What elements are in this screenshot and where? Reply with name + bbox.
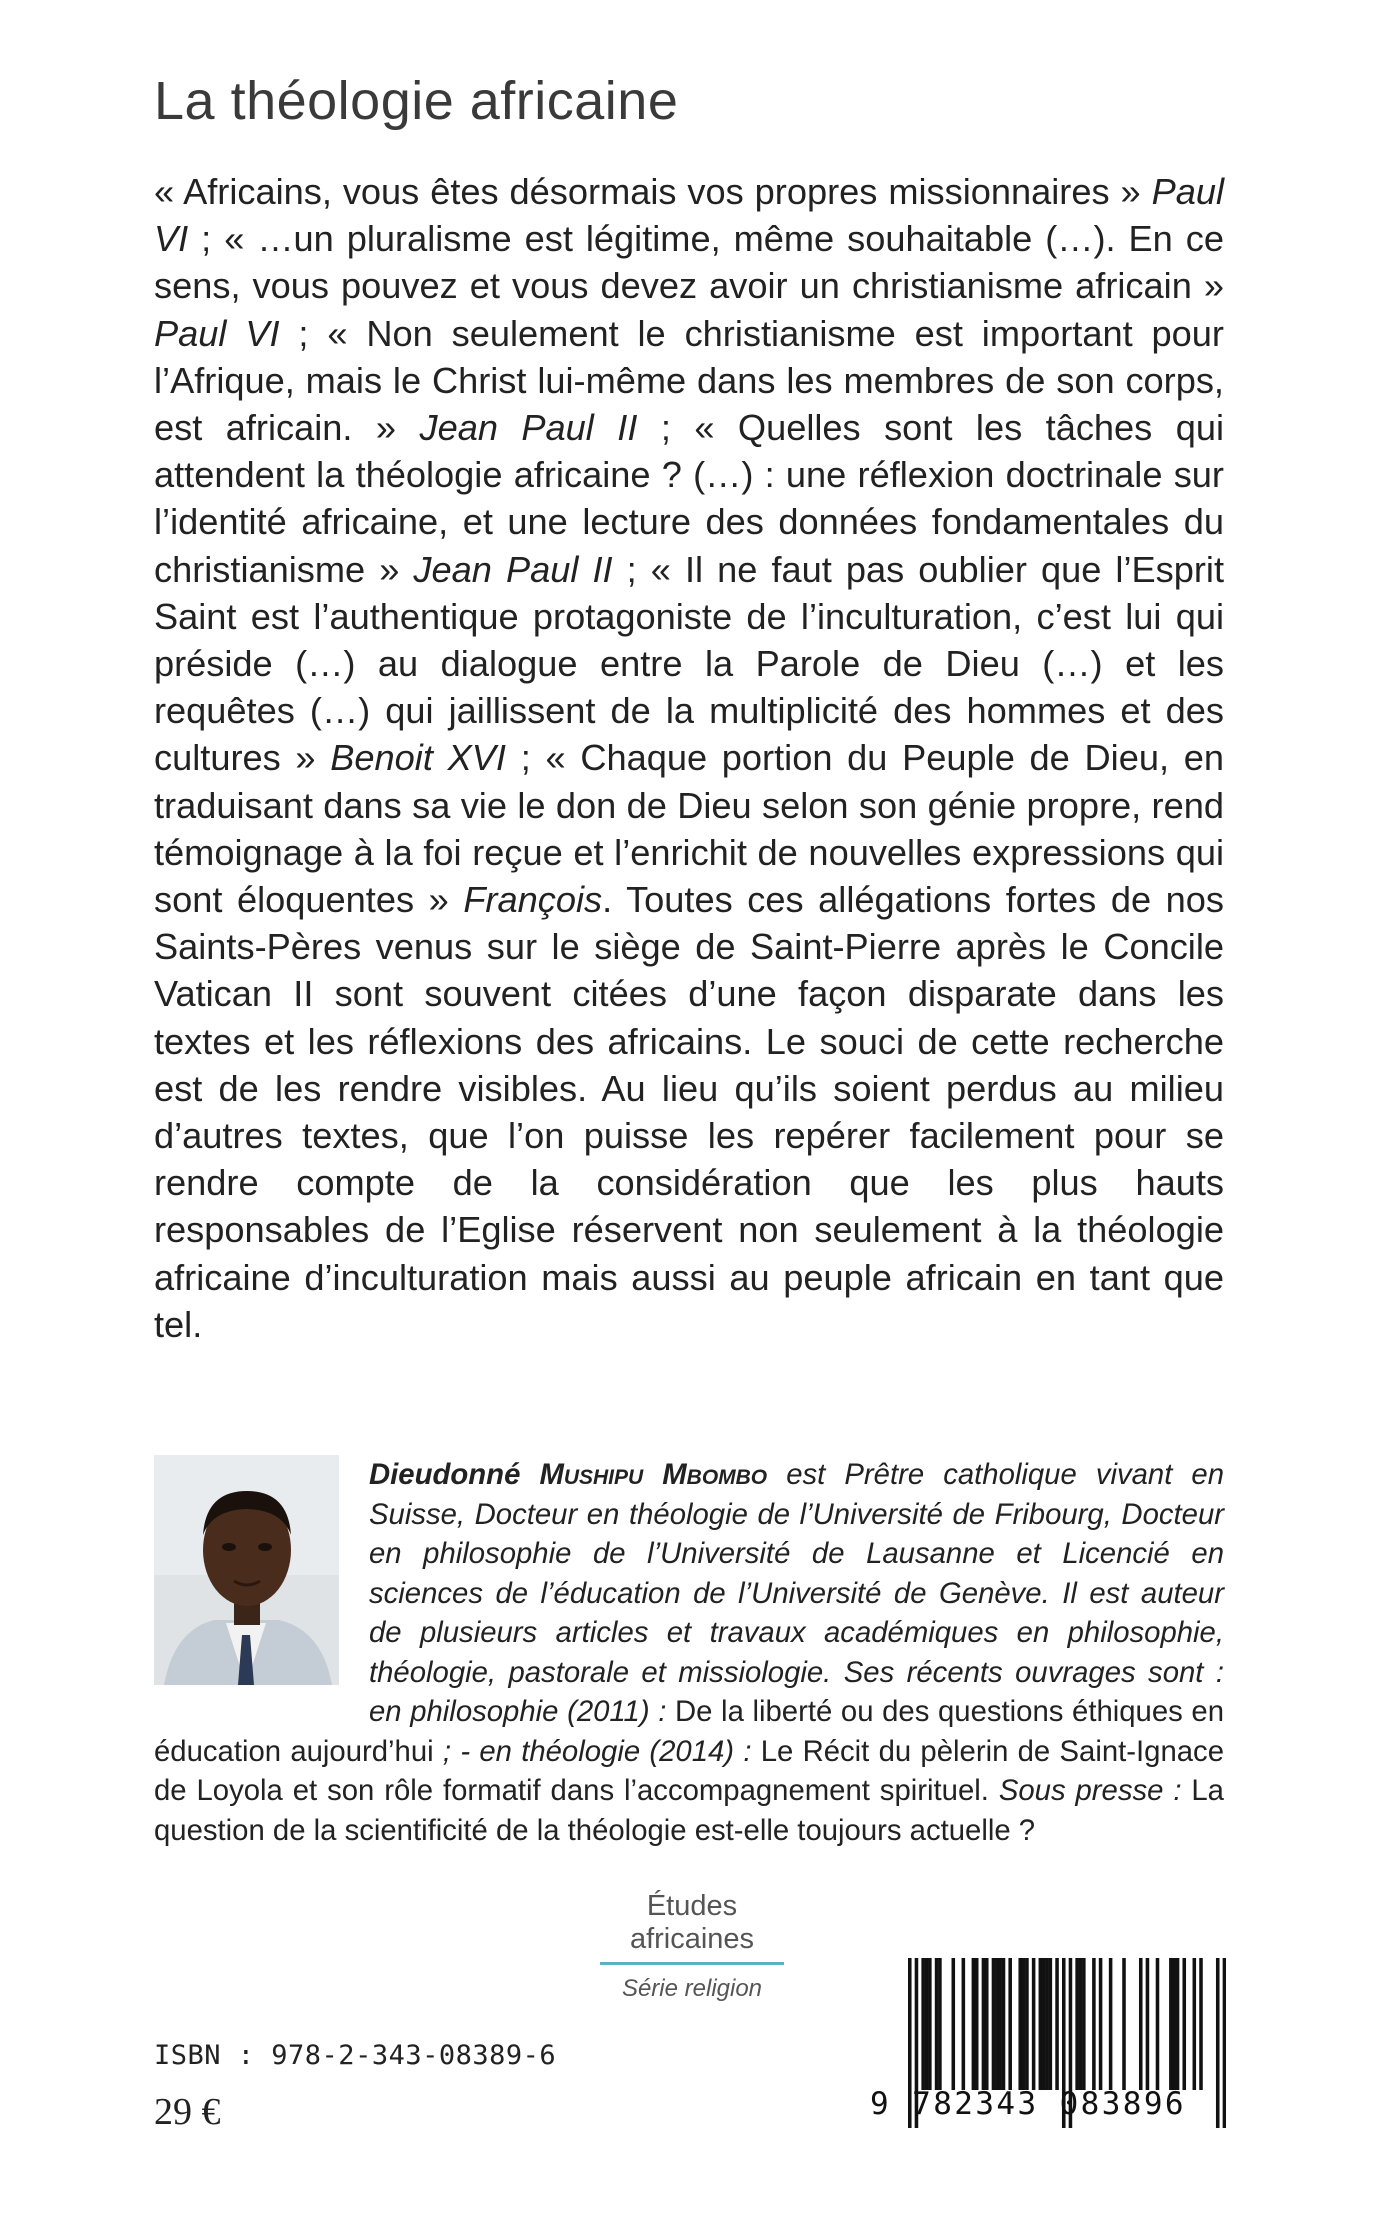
barcode-bar <box>962 1958 966 2090</box>
blurb-text: ; « Il ne faut pas oublier que l’Esprit Saint est l’authentique protagoniste de l’inculturation, c’est lui qui préside (…) au dialogue entre la Parole de Dieu (…) et les requêtes (…) qui jaillissent de la multiplicité des hommes et des cultures » <box>154 548 1225 779</box>
barcode-bar <box>1109 1958 1113 2090</box>
back-cover-blurb <box>154 168 1224 1348</box>
barcode-bar <box>1146 1958 1150 2090</box>
barcode-bar <box>1079 1958 1083 2090</box>
barcode-bar <box>1172 1958 1176 2090</box>
barcode-bar <box>1055 1958 1059 2090</box>
barcode-digits: 9 782343 083896 <box>870 2086 1186 2122</box>
barcode-bar <box>998 1958 1002 2090</box>
book-title-reference: De la liberté ou des questions éthiques en éducation aujourd’hui <box>154 1695 1224 1768</box>
barcode-bar <box>1049 1958 1053 2090</box>
book-title-reference: Le Récit du pèlerin de Saint-Ignace de Loyola et son rôle formatif dans l’accompagnement spirituel. <box>154 1734 1224 1807</box>
blurb-text: ; « Non seulement le christianisme est important pour l’Afrique, mais le Christ lui-même dans les membres de son corps, est africain. » <box>154 312 1224 449</box>
barcode-bar <box>1022 1958 1026 2090</box>
author-photo <box>154 1455 339 1685</box>
isbn: ISBN : 978-2-343-08389-6 <box>154 2040 557 2071</box>
quote-attribution: Paul VI <box>154 171 1224 260</box>
barcode-bar <box>925 1958 929 2090</box>
quote-attribution: Jean Paul II <box>419 407 638 449</box>
blurb-text: ; « Chaque portion du Peuple de Dieu, en traduisant dans sa vie le don de Dieu selon son génie propre, rend témoignage à la foi reçue et l’enrichit de nouvelles expressions qui sont éloquentes » <box>154 737 1224 921</box>
barcode-bar <box>938 1958 942 2090</box>
barcode-bar <box>1193 1958 1197 2090</box>
barcode-bar <box>928 1958 932 2090</box>
author-last-name: Mushipu Mbombo <box>539 1458 768 1491</box>
barcode-bar <box>1082 1958 1086 2090</box>
author-name <box>369 1458 767 1491</box>
barcode-bar <box>1045 1958 1049 2090</box>
author-first-name: Dieudonné <box>369 1458 521 1491</box>
price: 29 € <box>154 2091 221 2133</box>
barcode-bar <box>1182 1958 1186 2090</box>
barcode-bar <box>935 1958 939 2090</box>
blurb-text: ; « Quelles sont les tâches qui attendent la théologie africaine ? (…) : une réflexion doctrinale sur l’identité africaine, et une lecture des données fondamentales du christianisme » <box>154 407 1224 590</box>
barcode-bar <box>985 1958 989 2090</box>
quote-attribution: Jean Paul II <box>413 548 613 590</box>
bio-text: ; - en théologie (2014) : <box>433 1734 752 1768</box>
barcode-bar <box>1176 1958 1180 2090</box>
barcode-bar <box>1156 1958 1160 2090</box>
barcode-bar <box>1008 1958 1012 2090</box>
blurb-text: ; « …un pluralisme est légitime, même souhaitable (…). En ce sens, vous pouvez et vous devez avoir un christianisme africain » <box>154 218 1224 307</box>
collection-name: Études africaines <box>629 1890 755 1955</box>
quote-attribution: François <box>463 879 603 921</box>
barcode-bar <box>1002 1958 1006 2090</box>
barcode-bar <box>1169 1958 1173 2090</box>
barcode-bar <box>1139 1958 1143 2090</box>
collection-logo <box>592 1890 792 2003</box>
author-section <box>154 1455 1224 1850</box>
barcode-bar <box>1025 1958 1029 2090</box>
barcode-bar <box>952 1958 956 2090</box>
blurb-text: « Africains, vous êtes désormais vos propres missionnaires » <box>154 171 1152 212</box>
barcode-bar <box>1042 1958 1046 2090</box>
book-title: La théologie africaine <box>154 71 679 131</box>
bio-text: est Prêtre catholique vivant en Suisse, Docteur en théologie de l’Université de Fribourg, Docteur en philosophie de l’Université de Lausanne et Licencié en sciences de l’éducation de l’Université de Genève. Il est auteur de plusieurs articles et travaux académiques en philosophie, théologie, pastorale et missiologie. Ses récents ouvrages sont : en philosophie (2011) : <box>369 1458 1225 1728</box>
barcode-bar <box>1032 1958 1036 2090</box>
barcode-bar <box>1018 1958 1022 2090</box>
bio-text: Sous presse : <box>988 1774 1182 1807</box>
book-title-reference: La question de la scientificité de la théologie est-elle toujours actuelle ? <box>154 1774 1224 1847</box>
quote-attribution: Benoit XVI <box>330 737 506 779</box>
barcode-bar <box>1075 1958 1079 2090</box>
barcode-bar <box>992 1958 996 2090</box>
barcode-bar <box>921 1958 925 2090</box>
barcode-bar <box>972 1958 976 2090</box>
barcode-bar <box>1199 1958 1203 2090</box>
barcode-bar <box>995 1958 999 2090</box>
barcode-bar <box>975 1958 979 2090</box>
barcode-bar <box>982 1958 986 2090</box>
barcode-bar <box>1099 1958 1103 2090</box>
collection-series: Série religion <box>621 1975 763 2002</box>
barcode-bar <box>1092 1958 1096 2090</box>
barcode-bar <box>1039 1958 1043 2090</box>
blurb-text: . Toutes ces allégations fortes de nos Saints-Pères venus sur le siège de Saint-Pierre après le Concile Vatican II sont souvent citées d’une façon disparate dans les textes et les réflexions des africains. Le souci de cette recherche est de les rendre visibles. Au lieu qu’ils soient perdus au milieu d’autres textes, que l’on puisse les repérer facilement pour se rendre compte de la considération que les plus hauts responsables de l’Eglise réservent non seulement à la théologie africaine d’inculturation mais aussi au peuple africain en tant que tel. <box>154 879 1224 1345</box>
barcode-bar <box>1122 1958 1126 2090</box>
quote-attribution: Paul VI <box>154 312 280 354</box>
